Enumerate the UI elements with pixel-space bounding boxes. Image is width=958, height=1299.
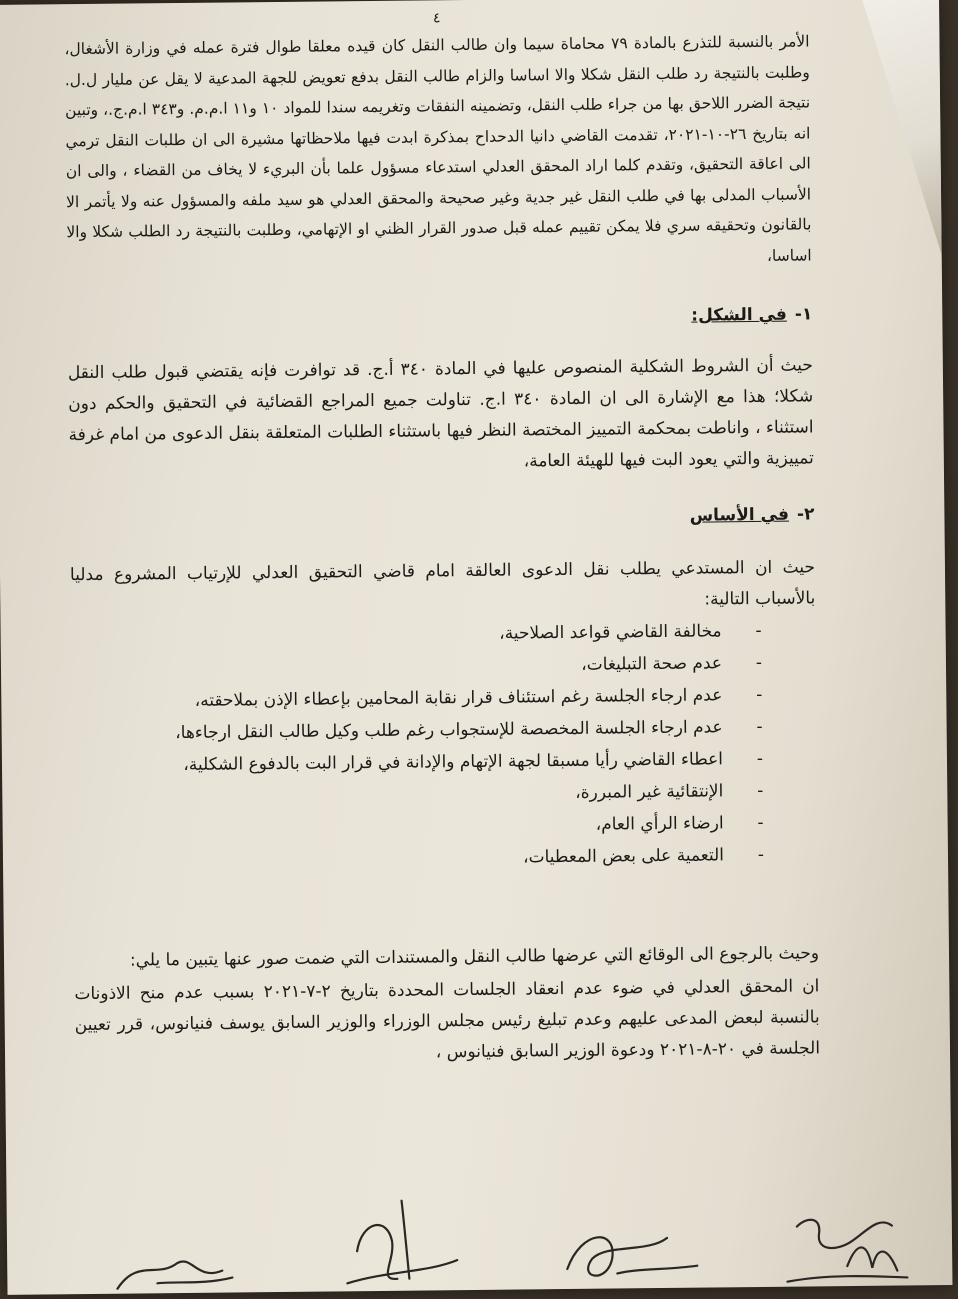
list-marker: -: [755, 620, 762, 642]
merits-paragraph: حيث ان المستدعي يطلب نقل الدعوى العالقة امام قاضي التحقيق العدلي للإرتياب المشروع مدليا بالأسباب التالية:: [69, 557, 816, 610]
list-marker: -: [757, 844, 765, 865]
list-marker: -: [756, 716, 763, 738]
list-marker: -: [755, 652, 763, 674]
list-item-text: ارضاء الرأي العام،: [595, 813, 724, 835]
list-item-text: مخالفة القاضي قواعد الصلاحية،: [499, 621, 722, 644]
list-marker: -: [756, 684, 763, 706]
list-item-text: عدم ارجاء الجلسة رغم استئناف قرار نقابة المحامين بإعطاء الإذن بملاحقته،: [194, 685, 723, 711]
signature-1: [117, 1261, 232, 1289]
reasons-list: [70, 615, 764, 878]
list-item-text: الإنتقائية غير المبررة،: [575, 781, 724, 803]
list-marker: -: [757, 812, 764, 833]
list-marker: -: [757, 780, 764, 801]
review-paragraph: وحيث بالرجوع الى الوقائع التي عرضها طالب النقل والمستندات التي ضمت صور عنها يتبين ما يلي:: [129, 943, 820, 971]
signature-4: [787, 1219, 908, 1282]
list-item-text: عدم ارجاء الجلسة المخصصة للإستجواب رغم طلب وكيل طالب النقل ارجاءها،: [175, 717, 723, 744]
list-marker: -: [756, 748, 764, 770]
page-corner-fold: [819, 0, 942, 256]
signature-3: [567, 1236, 697, 1276]
form-paragraph: حيث أن الشروط الشكلية المنصوص عليها في المادة ٣٤٠ أ.ج. قد توافرت فإنه يقتضي قبول طلب النقل شكلا؛ هذا مع الإشارة الى ان المادة ٣٤٠ ا.ج. تناولت جميع المراجع القضائية في التحقيق والحكم دون استثناء ، واناطت بمحكمة التمييز المختصة النظر فيها باستثناء الطلبات المتعلقة بنقل الدعوى من امام غرفة تمييزية والتي يعود البت فيها للهيئة العامة،: [67, 355, 814, 472]
intro-paragraph: الأمر بالنسبة للتذرع بالمادة ٧٩ محاماة سيما وان طالب النقل كان قيده معلقا طوال فترة عمله في وزارة الأشغال، وطلبت بالنتيجة رد طلب النقل شكلا والا اساسا والزام طالب النقل بدفع تعويض للجهة المدعية لا يقل عن مليار ل.ل. نتيجة الضرر اللاحق بها من جراء طلب النقل، وتضمينه النفقات وتغريمه سندا للمواد ١٠ و١١ ا.م.م. و٣٤٣ ا.م.ج.، وتبين انه بتاريخ ٢٦-١٠-٢٠٢١، تقدمت القاضي دانيا الدحداح بمذكرة ابدت فيها ملاحظاتها مشيرة الى ان طلبات النقل ترمي الى اعاقة التحقيق، وتقدم كلما اراد المحقق العدلي استدعاء مسؤول علما بأن البريء لا يخاف من القضاء ، والى ان الأسباب المدلى بها في طلب النقل غير جدية وغير صحيحة والمحقق العدلي هو سيد ملفه والمسؤول عنه ولا يأتمر الا بالقانون وتحقيقه سري فلا يمكن تقييم عمله قبل صدور القرار الظني او الإتهامي، وطلبت بالنتيجة رد الطلب شكلا والا اساسا،: [64, 32, 812, 265]
list-item-text: التعمية على بعض المعطيات،: [522, 845, 725, 868]
section-title: في الشكل:: [691, 304, 787, 326]
handwritten-signatures: [6, 1155, 958, 1295]
signatures-area: [6, 1155, 958, 1295]
list-item: [73, 839, 764, 878]
section-heading-merits: [69, 504, 814, 532]
section-number: ٢-: [796, 504, 815, 525]
section-heading-form: [67, 304, 812, 332]
document-body: [64, 6, 820, 1072]
list-item-text: عدم صحة التبليغات،: [581, 653, 723, 675]
investigator-paragraph: ان المحقق العدلي في ضوء عدم انعقاد الجلسات المحددة بتاريخ ٢-٧-٢٠٢١ بسبب عدم منح الاذونات بالنسبة لبعض المدعى عليهم وعدم تبليغ رئيس مجلس الوزراء والوزير السابق يوسف فنيانوس، قرر تعيين الجلسة في ٢٠-٨-٢٠٢١ ودعوة الوزير السابق فنيانوس ،: [74, 976, 821, 1063]
signature-2: [347, 1200, 458, 1283]
page-number: ٤: [432, 10, 441, 27]
list-item-text: اعطاء القاضي رأيا مسبقا لجهة الإتهام والإدانة في قرار البت بالدفوع الشكلية،: [183, 749, 724, 776]
section-number: ١-: [794, 304, 813, 325]
section-title: في الأساس: [689, 504, 790, 526]
